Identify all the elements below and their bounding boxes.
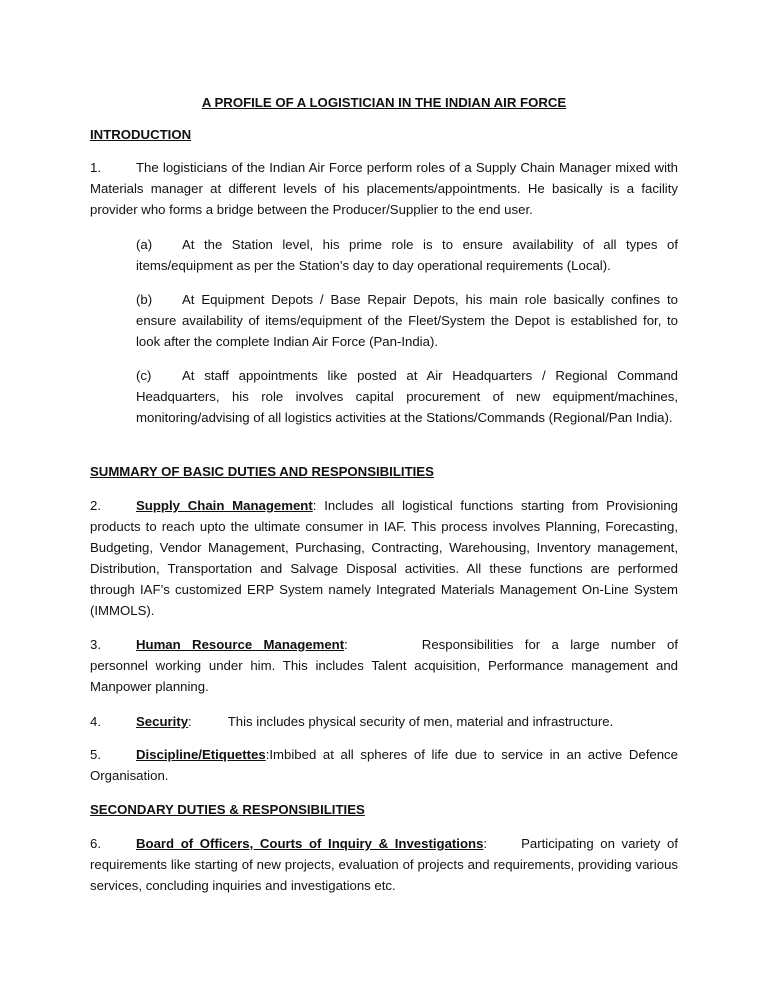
paragraph-6: 6. Board of Officers, Courts of Inquiry & Investigations: Participating on variety of requirements like starting of new projects, evaluation of projects and requirements, providing various services, concluding inquiries and investigations etc. — [90, 833, 678, 896]
paragraph-text: This includes physical security of men, material and infrastructure. — [227, 714, 614, 729]
paragraph-number: 5. — [90, 747, 101, 762]
heading-introduction: INTRODUCTION — [90, 127, 192, 142]
subparagraph-c — [136, 365, 678, 428]
paragraph-label: Board of Officers, Courts of Inquiry & Investigations — [136, 836, 484, 851]
paragraph-3: 3. Human Resource Management: Responsibilities for a large number of personnel working under him. This includes Talent acquisition, Performance management and Manpower planning. — [90, 634, 678, 697]
subparagraph-number: (a) — [136, 237, 153, 252]
subparagraph-b — [136, 289, 678, 352]
paragraph-label: Supply Chain Management — [136, 498, 313, 513]
paragraph-number: 6. — [90, 836, 101, 851]
paragraph-text: Responsibilities for a large number of personnel working under him. This includes Talent acquisition, Performance management and Manpower planning. — [90, 637, 678, 694]
paragraph-label: Human Resource Management — [136, 637, 345, 652]
paragraph-text: :Imbibed at all spheres of life due to service in an active Defence Organisation. — [90, 747, 678, 783]
paragraph-1 — [90, 157, 678, 220]
paragraph-5 — [90, 744, 678, 786]
heading-secondary: SECONDARY DUTIES & RESPONSIBILITIES — [90, 802, 365, 817]
paragraph-number: 3. — [90, 637, 101, 652]
paragraph-label: Discipline/Etiquettes — [136, 747, 266, 762]
paragraph-4: 4. Security: This includes physical security of men, material and infrastructure. — [90, 711, 678, 732]
subparagraph-number: (c) — [136, 368, 152, 383]
paragraph-number: 2. — [90, 498, 101, 513]
paragraph-number: 1. — [90, 160, 101, 175]
subparagraph-number: (b) — [136, 292, 153, 307]
subparagraph-text: At staff appointments like posted at Air Headquarters / Regional Command Headquarters, his role involves capital procurement of new equipment/machines, monitoring/advising of all logistics activities at the Stations/Commands (Regional/Pan India). — [136, 368, 678, 425]
paragraph-text: Participating on variety of requirements like starting of new projects, evaluation of projects and requirements, providing various services, concluding inquiries and investigations etc. — [90, 836, 678, 893]
subparagraph-text: At Equipment Depots / Base Repair Depots, his main role basically confines to ensure availability of items/equipment of the Fleet/System the Depot is established for, to look after the complete Indian Air Force (Pan-India). — [136, 292, 678, 349]
subparagraph-a — [136, 234, 678, 276]
paragraph-text: : Includes all logistical functions starting from Provisioning products to reach upto the ultimate consumer in IAF. This process involves Planning, Forecasting, Budgeting, Vendor Management, Purchasing, Contracting, Warehousing, Inventory management, Distribution, Transportation and Salvage Disposal activities. All these functions are performed through IAF’s customized ERP System namely Integrated Materials Management On-Line System (IMMOLS). — [90, 498, 679, 618]
paragraph-label: Security — [136, 714, 189, 729]
paragraph-2 — [90, 495, 678, 621]
subparagraph-text: At the Station level, his prime role is to ensure availability of all types of items/equipment as per the Station’s day to day operational requirements (Local). — [136, 237, 678, 273]
heading-summary: SUMMARY OF BASIC DUTIES AND RESPONSIBILITIES — [90, 464, 434, 479]
paragraph-number: 4. — [90, 714, 101, 729]
paragraph-text: The logisticians of the Indian Air Force perform roles of a Supply Chain Manager mixed with Materials manager at different levels of his placements/appointments. He basically is a facility provider who forms a bridge between the Producer/Supplier to the end user. — [90, 160, 678, 217]
document-title: A PROFILE OF A LOGISTICIAN IN THE INDIAN AIR FORCE — [201, 95, 567, 110]
